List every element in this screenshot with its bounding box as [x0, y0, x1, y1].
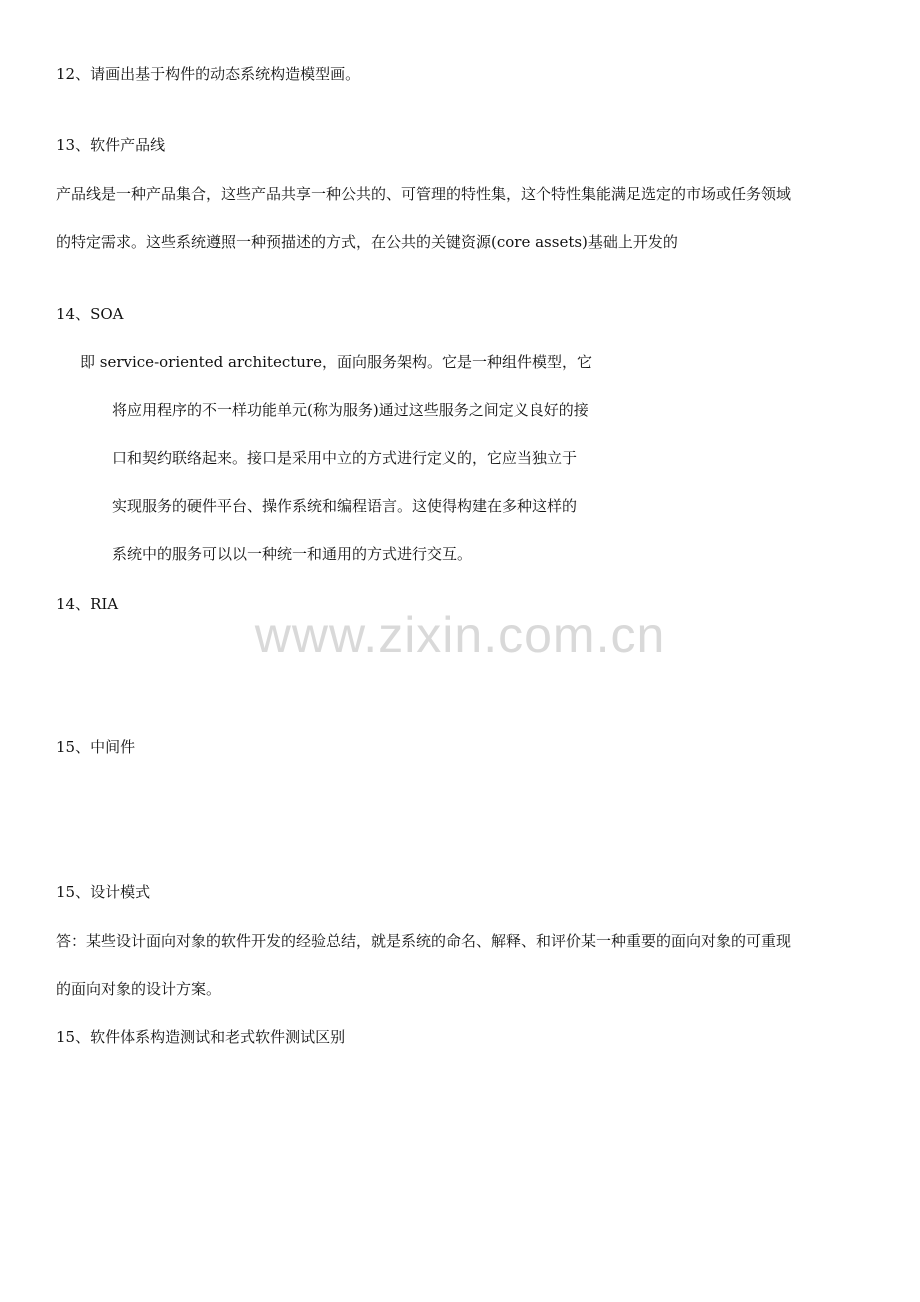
question-13-heading: 13、软件产品线: [56, 136, 166, 154]
question-14-ria-heading: 14、RIA: [56, 595, 119, 613]
soa-answer-line-4: 实现服务的硬件平台、操作系统和编程语言。这使得构建在多种这样的: [112, 497, 578, 515]
question-12-heading: 12、请画出基于构件的动态系统构造模型画。: [56, 65, 361, 83]
soa-answer-line-5: 系统中的服务可以以一种统一和通用的方式进行交互。: [112, 545, 473, 563]
soa-answer-line-3: 口和契约联络起来。接口是采用中立的方式进行定义的，它应当独立于: [112, 449, 578, 467]
question-13-answer-line-1: 产品线是一种产品集合，这些产品共享一种公共的、可管理的特性集，这个特性集能满足选定的市场或任务领域: [56, 185, 792, 203]
soa-answer-line-1: 即 service-oriented architecture，面向服务架构。它是一种组件模型，它: [80, 353, 592, 371]
question-13-answer-line-2: 的特定需求。这些系统遵照一种预描述的方式，在公共的关键资源(core assets)基础上开发的: [56, 233, 678, 251]
question-15-testing-heading: 15、软件体系构造测试和老式软件测试区别: [56, 1028, 346, 1046]
question-14-soa-heading: 14、SOA: [56, 305, 124, 323]
design-patterns-answer-line-1: 答：某些设计面向对象的软件开发的经验总结，就是系统的命名、解释、和评价某一种重要的面向对象的可重现: [56, 932, 792, 950]
watermark: www.zixin.com.cn: [254, 607, 666, 663]
question-15-middleware-heading: 15、中间件: [56, 738, 136, 756]
design-patterns-answer-line-2: 的面向对象的设计方案。: [56, 980, 222, 998]
soa-answer-line-2: 将应用程序的不一样功能单元(称为服务)通过这些服务之间定义良好的接: [112, 401, 589, 419]
question-15-design-patterns-heading: 15、设计模式: [56, 883, 151, 901]
